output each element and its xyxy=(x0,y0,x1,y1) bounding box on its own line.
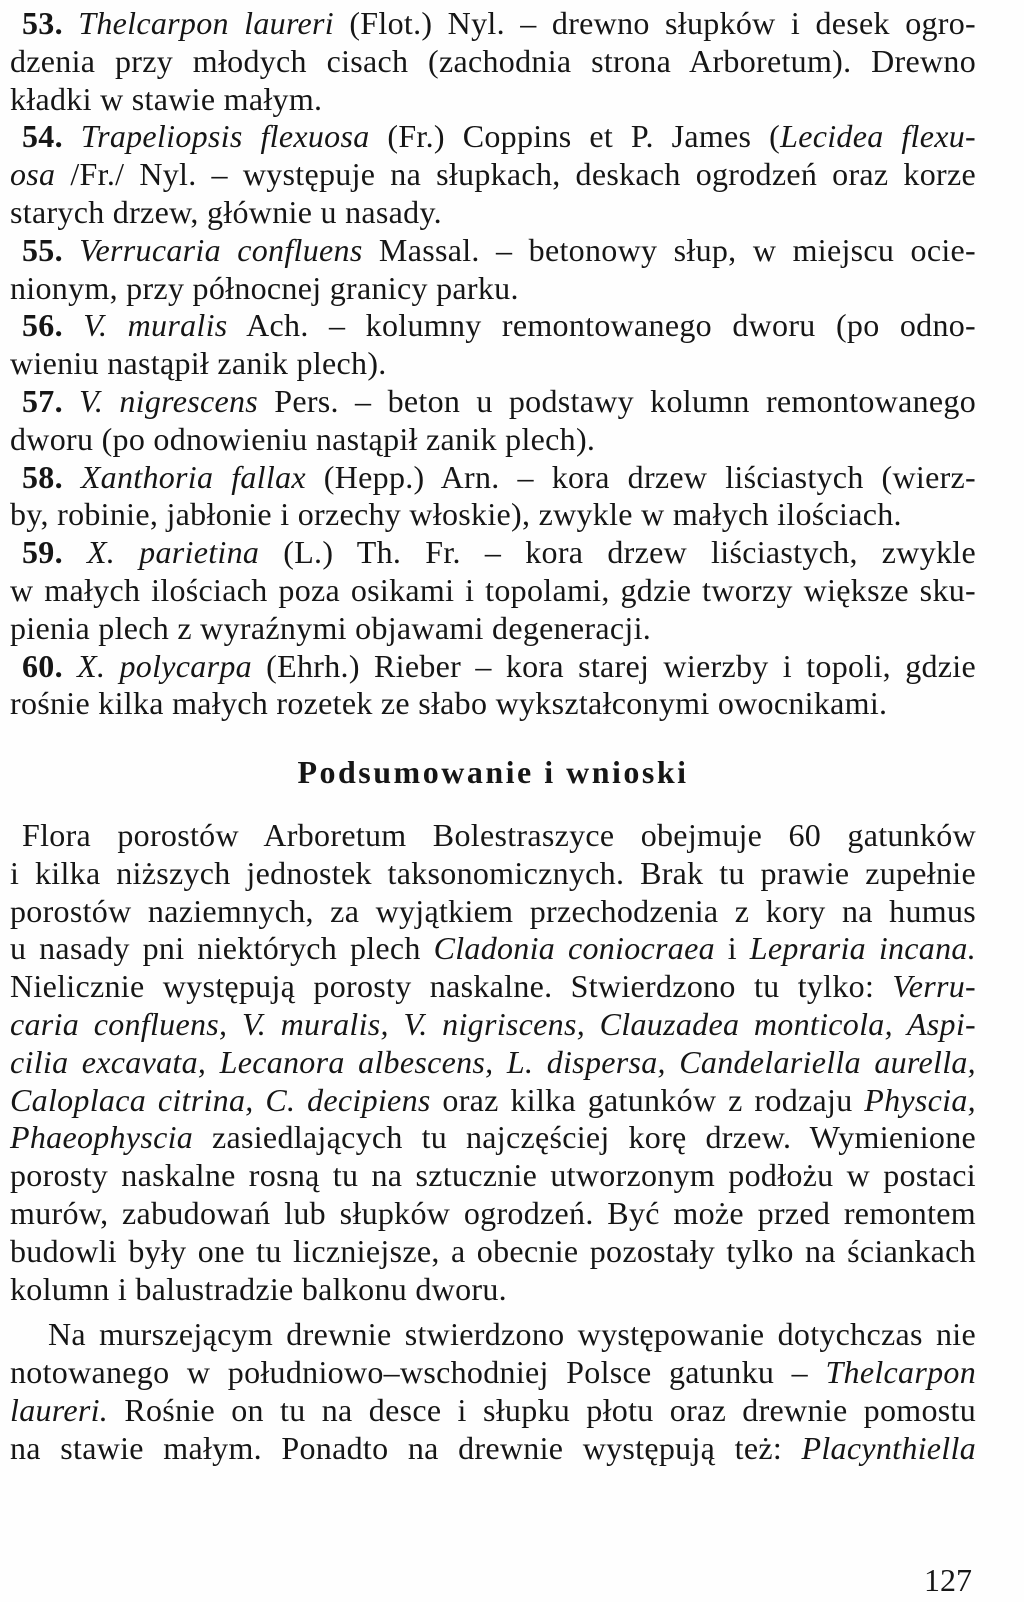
section-heading: Podsumowanie i wnioski xyxy=(297,754,689,791)
text-segment: Na murszejącym drewnie stwierdzono występowanie dotychczas nie xyxy=(48,1316,976,1353)
summary-paragraph xyxy=(10,1316,976,1467)
text-line xyxy=(10,610,976,648)
italic-text: V. muralis xyxy=(83,307,228,344)
italic-text: cilia excavata, Lecanora albescens, L. dispersa, Candelariella aurella, xyxy=(10,1043,976,1080)
text-segment: starych drzew, głównie u nasady. xyxy=(10,193,442,230)
text-segment: kolumn i balustradzie balkonu dworu. xyxy=(10,1270,507,1307)
text-segment: w małych ilościach poza osikami i topolami, gdzie tworzy większe sku- xyxy=(10,571,976,608)
italic-text: Lecidea flexu- xyxy=(780,118,976,155)
text-line xyxy=(10,1430,976,1468)
italic-text: Physcia, xyxy=(864,1081,976,1118)
text-segment: nionym, przy północnej granicy parku. xyxy=(10,269,519,306)
italic-text: Caloplaca citrina, C. decipiens xyxy=(10,1081,431,1118)
text-line xyxy=(10,421,976,459)
text-segment: kładki w stawie małym. xyxy=(10,80,323,117)
species-entry xyxy=(10,5,976,118)
species-entry xyxy=(10,459,976,535)
entry-number: 57. xyxy=(22,382,80,419)
text-segment: (Ehrh.) Rieber – kora starej wierzby i topoli, gdzie xyxy=(251,647,977,684)
text-line xyxy=(10,81,976,119)
entry-number: 60. xyxy=(22,647,78,684)
text-line xyxy=(10,817,976,855)
italic-text: Phaeophyscia xyxy=(10,1119,194,1156)
italic-text: Trapeliopsis flexuosa xyxy=(80,118,370,155)
text-segment: (Flot.) Nyl. – drewno słupków i desek ogro- xyxy=(333,5,977,41)
text-line xyxy=(10,648,976,686)
italic-text: Thelcarpon laureri xyxy=(78,5,334,41)
entry-number: 53. xyxy=(22,5,79,41)
body-text xyxy=(10,5,976,1467)
text-segment: i xyxy=(714,930,750,967)
text-segment: Massal. – betonowy słup, w miejscu ocie- xyxy=(362,231,976,268)
species-list xyxy=(10,5,976,723)
text-segment: Flora porostów Arboretum Bolestraszyce obejmuje 60 gatunków xyxy=(22,816,976,853)
text-segment: Rośnie on tu na desce i słupku płotu oraz drewnie pomostu xyxy=(108,1391,976,1428)
text-segment: u nasady pni niektórych plech xyxy=(10,930,434,967)
text-line xyxy=(10,232,976,270)
italic-text: Verru- xyxy=(892,968,976,1005)
summary-section xyxy=(10,817,976,1468)
italic-text: laureri. xyxy=(10,1391,109,1428)
entry-number: 54. xyxy=(22,118,81,155)
text-line xyxy=(10,345,976,383)
text-segment: na stawie małym. Ponadto na drewnie występują też: xyxy=(10,1429,802,1466)
text-line xyxy=(10,930,976,968)
text-segment: /Fr./ Nyl. – występuje na słupkach, deskach ogrodzeń oraz korze xyxy=(55,156,976,193)
text-line xyxy=(10,855,976,893)
text-line xyxy=(10,270,976,308)
text-line xyxy=(10,5,976,43)
text-segment: Ach. – kolumny remontowanego dworu (po odno- xyxy=(227,307,977,344)
italic-text: X. parietina xyxy=(86,534,260,571)
text-line xyxy=(10,1233,976,1271)
text-line xyxy=(10,43,976,81)
text-segment: pienia plech z wyraźnymi objawami degeneracji. xyxy=(10,609,652,646)
text-line xyxy=(10,307,976,345)
text-segment: dzenia przy młodych cisach (zachodnia strona Arboretum). Drewno xyxy=(10,42,976,79)
text-line xyxy=(10,1195,976,1233)
text-line xyxy=(10,118,976,156)
text-line xyxy=(10,968,976,1006)
italic-text: Thelcarpon xyxy=(825,1354,976,1391)
species-entry xyxy=(10,648,976,724)
species-entry xyxy=(10,118,976,231)
text-line xyxy=(10,156,976,194)
text-line xyxy=(10,572,976,610)
text-line xyxy=(10,496,976,534)
species-entry xyxy=(10,534,976,647)
text-segment: (L.) Th. Fr. – kora drzew liściastych, zwykle xyxy=(259,534,976,571)
text-line xyxy=(10,459,976,497)
text-segment: zasiedlających tu najczęściej korę drzew. Wymienione xyxy=(193,1119,976,1156)
species-entry xyxy=(10,383,976,459)
italic-text: Xanthoria fallax xyxy=(80,458,306,495)
italic-text: osa xyxy=(10,156,56,193)
text-line xyxy=(10,1157,976,1195)
text-segment: wieniu nastąpił zanik plech). xyxy=(10,345,387,382)
text-segment: by, robinie, jabłonie i orzechy włoskie), zwykle w małych ilościach. xyxy=(10,496,902,533)
text-line xyxy=(10,685,976,723)
page-number: 127 xyxy=(924,1562,972,1598)
text-segment: (Fr.) Coppins et P. James ( xyxy=(369,118,781,155)
text-line xyxy=(10,383,976,421)
entry-number: 55. xyxy=(22,231,80,268)
text-segment: murów, zabudowań lub słupków ogrodzeń. Być może przed remontem xyxy=(10,1194,976,1231)
text-segment: notowanego w południowo–wschodniej Polsce gatunku – xyxy=(10,1354,826,1391)
text-segment: oraz kilka gatunków z rodzaju xyxy=(430,1081,865,1118)
species-entry xyxy=(10,307,976,383)
entry-number: 58. xyxy=(22,458,81,495)
text-segment: i kilka niższych jednostek taksonomicznych. Brak tu prawie zupełnie xyxy=(10,854,976,891)
text-segment: (Hepp.) Arn. – kora drzew liściastych (wierz- xyxy=(305,458,976,495)
text-line xyxy=(10,1082,976,1120)
text-line xyxy=(10,194,976,232)
italic-text: X. polycarpa xyxy=(77,647,252,684)
italic-text: V. nigrescens xyxy=(79,382,259,419)
italic-text: Verrucaria confluens xyxy=(79,231,363,268)
text-line xyxy=(10,534,976,572)
text-segment: porostów naziemnych, za wyjątkiem przechodzenia z kory na humus xyxy=(10,892,976,929)
text-segment: Pers. – beton u podstawy kolumn remontowanego xyxy=(258,382,976,419)
text-segment: budowli były one tu liczniejsze, a obecnie pozostały tylko na ściankach xyxy=(10,1232,976,1269)
entry-number: 59. xyxy=(22,534,87,571)
italic-text: Cladonia coniocraea xyxy=(433,930,715,967)
text-segment: Nielicznie występują porosty naskalne. Stwierdzono tu tylko: xyxy=(10,968,893,1005)
entry-number: 56. xyxy=(22,307,84,344)
text-line xyxy=(10,1354,976,1392)
text-line xyxy=(10,1044,976,1082)
italic-text: Lepraria incana. xyxy=(749,930,977,967)
text-segment: dworu (po odnowieniu nastąpił zanik plech). xyxy=(10,420,596,457)
text-line xyxy=(10,1316,976,1354)
text-line xyxy=(10,1271,976,1309)
italic-text: Placynthiella xyxy=(801,1429,976,1466)
text-line xyxy=(10,1392,976,1430)
text-line xyxy=(10,893,976,931)
italic-text: caria confluens, V. muralis, V. nigriscens, Clauzadea monticola, Aspi- xyxy=(10,1005,976,1042)
summary-paragraph xyxy=(10,817,976,1308)
text-line xyxy=(10,1006,976,1044)
text-segment: rośnie kilka małych rozetek ze słabo wykształconymi owocnikami. xyxy=(10,685,888,722)
species-entry xyxy=(10,232,976,308)
text-line xyxy=(10,1119,976,1157)
text-segment: porosty naskalne rosną tu na sztucznie utworzonym podłożu w postaci xyxy=(10,1157,976,1194)
